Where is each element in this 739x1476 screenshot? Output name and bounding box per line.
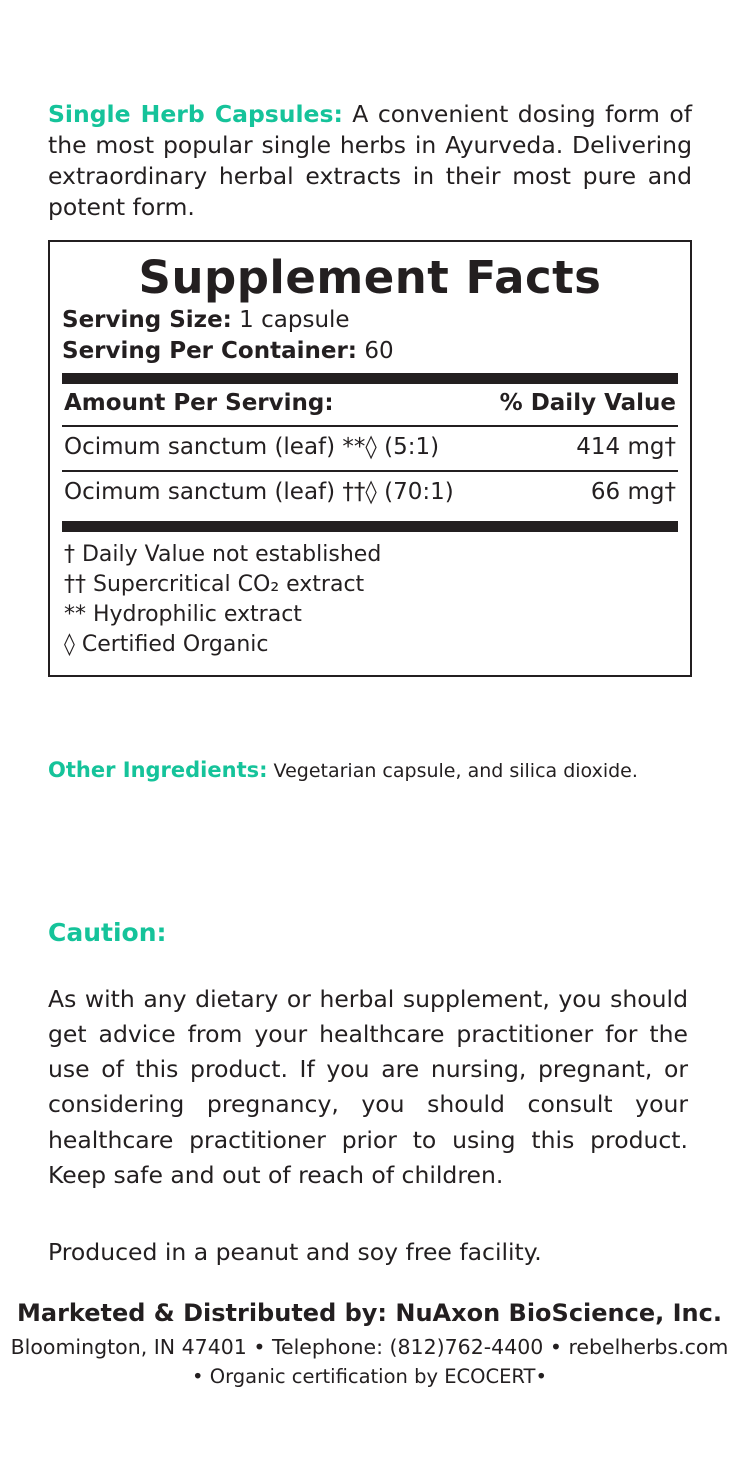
amount-per-serving-header: Amount Per Serving: (64, 390, 334, 417)
footnote-daily-value: † Daily Value not established (64, 542, 382, 568)
footnote-co2-extract: †† Supercritical CO₂ extract (64, 572, 365, 598)
daily-value-header: % Daily Value (499, 390, 676, 417)
serving-size-value: 1 capsule (231, 307, 350, 334)
footer-block (0, 1298, 739, 1390)
ingredient-name: Ocimum sanctum (leaf) ††◊ (70:1) (64, 479, 454, 506)
address-contact-line: Bloomington, IN 47401 • Telephone: (812)762-4400 • rebelherbs.com (10, 1335, 729, 1359)
table-header-row (62, 384, 678, 425)
marketed-by-line: Marketed & Distributed by: NuAxon BioScience, Inc. (17, 1299, 722, 1327)
intro-paragraph (48, 99, 692, 224)
servings-per-container-row (62, 336, 678, 367)
caution-heading: Caution: (48, 918, 167, 947)
supplement-facts-panel (48, 240, 692, 677)
footnote-hydrophilic-extract: ** Hydrophilic extract (64, 602, 302, 628)
footnote-certified-organic: ◊ Certified Organic (64, 632, 269, 658)
caution-body-text: As with any dietary or herbal supplement, you should get advice from your healthcare practitioner for the use of this product. If you are nursing, pregnant, or considering pregnancy, you should consult your healthcare practitioner prior to using this product. Keep safe and out of reach of children. (48, 984, 688, 1189)
table-row (62, 427, 678, 470)
divider-thick-top (62, 373, 678, 384)
intro-body-text: A convenient dosing form of the most popular single herbs in Ayurveda. Delivering extraordinary herbal extracts in their most pure and potent form. (48, 99, 693, 222)
footnotes-block (62, 532, 678, 661)
divider-thick-bottom (62, 521, 678, 532)
ingredient-amount: 66 mg† (590, 479, 676, 506)
intro-lead-label: Single Herb Capsules: (48, 99, 343, 128)
facility-note: Produced in a peanut and soy free facility. (48, 1237, 542, 1266)
other-ingredients-row (48, 757, 708, 784)
other-ingredients-value: Vegetarian capsule, and silica dioxide. (267, 760, 638, 782)
serving-size-label: Serving Size: (62, 307, 232, 334)
ingredient-name: Ocimum sanctum (leaf) **◊ (5:1) (64, 434, 440, 461)
ingredient-amount: 414 mg† (576, 434, 676, 461)
servings-per-container-value: 60 (357, 338, 394, 365)
table-row (62, 472, 678, 515)
organic-certification-line: • Organic certification by ECOCERT• (192, 1364, 547, 1388)
servings-per-container-label: Serving Per Container: (62, 338, 358, 365)
serving-size-row (62, 305, 678, 336)
supplement-facts-title: Supplement Facts (138, 251, 602, 304)
other-ingredients-label: Other Ingredients: (48, 758, 268, 782)
